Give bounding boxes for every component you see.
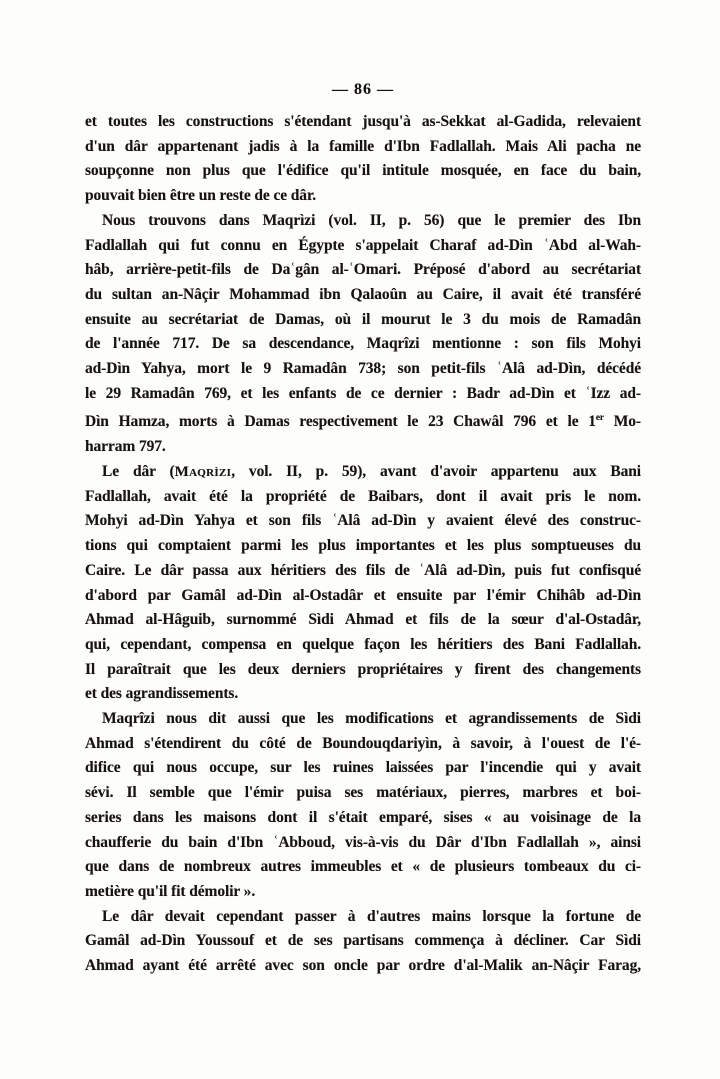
text-line: Maqrîzi nous dit aussi que les modifications et agrandissements de Sìdi [102, 710, 641, 728]
text-segment: Dìn Hamza, morts à Damas respectivement le 23 Chawâl 796 et le 1 [85, 413, 596, 431]
text-line: du sultan an-Nâçir Mohammad ibn Qalaoûn au Caire, il avait été transféré [85, 285, 641, 303]
text-line: pouvait bien être un reste de ce dâr. [85, 187, 317, 205]
text-line [85, 406, 641, 435]
small-caps-text: Maqrìzi [174, 464, 232, 480]
paragraph [85, 460, 641, 707]
page-number: — 86 — [332, 81, 394, 98]
text-line: Caire. Le dâr passa aux héritiers des fils de ʿAlâ ad-Dìn, puis fut confisqué [85, 561, 641, 579]
text-line: tions qui comptaient parmi les plus importantes et les plus somptueuses du [85, 537, 641, 555]
text-line: chaufferie du bain d'Ibn ʿAbboud, vis-à-vis du Dâr d'Ibn Fadlallah », ainsi [85, 833, 641, 851]
text-line: d'un dâr appartenant jadis à la famille d'Ibn Fadlallah. Mais Ali pacha ne [85, 137, 641, 155]
text-line: Ahmad s'étendirent du côté de Boundouqdariyìn, à savoir, à l'ouest de l'é- [85, 734, 641, 752]
text-line: que dans de nombreux autres immeubles et « de plusieurs tombeaux du ci- [85, 858, 641, 876]
text-segment: , vol. II, p. 59), avant d'avoir appartenu aux Bani [231, 463, 641, 480]
text-line: soupçonne non plus que l'édifice qu'il intitule mosquée, en face du bain, [85, 162, 641, 180]
page-text [85, 110, 641, 979]
text-line: harram 797. [85, 438, 166, 456]
text-line [85, 460, 641, 485]
text-line: Ahmad al-Hâguib, surnommé Sìdi Ahmad et fils de la sœur d'al-Ostadâr, [85, 611, 641, 629]
text-line: et toutes les constructions s'étendant jusqu'à as-Sekkat al-Gadida, relevaient [85, 113, 641, 130]
text-line: Nous trouvons dans Maqrìzi (vol. II, p. 56) que le premier des Ibn [102, 211, 641, 229]
text-line: Fadlallah qui fut connu en Égypte s'appelait Charaf ad-Dìn ʿAbd al-Wah- [85, 236, 641, 254]
text-line: d'abord par Gamâl ad-Dìn al-Ostadâr et ensuite par l'émir Chihâb ad-Dìn [85, 586, 641, 604]
text-line: ensuite au secrétariat de Damas, où il mourut le 3 du mois de Ramadân [85, 310, 641, 328]
superscript-text: er [595, 413, 604, 424]
paragraph [85, 905, 641, 979]
paragraph [85, 707, 641, 905]
text-line: qui, cependant, compensa en quelque façon les héritiers des Bani Fadlallah. [85, 635, 641, 653]
text-line: Ahmad ayant été arrêté avec son oncle par ordre d'al-Malik an-Nâçir Farag, [85, 957, 641, 975]
text-line: Il paraîtrait que les deux derniers propriétaires y firent des changements [85, 660, 641, 678]
text-line: ad-Dìn Yahya, mort le 9 Ramadân 738; son petit-fils ʿAlâ ad-Dìn, décédé [85, 360, 641, 378]
text-line: Fadlallah, avait été la propriété de Baibars, dont il avait pris le nom. [85, 487, 641, 505]
text-line: et des agrandissements. [85, 685, 239, 703]
text-line: metière qu'il fit démolir ». [85, 882, 256, 900]
text-line: hâb, arrière-petit-fils de Daʿgân al-ʿOmari. Préposé d'abord au secrétariat [85, 261, 641, 279]
text-line: Mohyi ad-Dìn Yahya et son fils ʿAlâ ad-Dìn y avaient élevé des construc- [85, 512, 641, 530]
text-line: series dans les maisons dont il s'était emparé, sises « au voisinage de la [85, 808, 641, 826]
paragraph [85, 209, 641, 460]
text-line: Gamâl ad-Dìn Youssouf et de ses partisans commença à décliner. Car Sìdi [85, 932, 641, 950]
paragraph [85, 110, 641, 209]
text-line: Le dâr devait cependant passer à d'autres mains lorsque la fortune de [102, 907, 641, 925]
text-line: difice qui nous occupe, sur les ruines laissées par l'incendie qui y avait [85, 759, 641, 777]
text-line: le 29 Ramadân 769, et les enfants de ce dernier : Badr ad-Dìn et ʿIzz ad- [85, 384, 641, 402]
text-segment: Le dâr ( [102, 463, 175, 480]
text-line: sévi. Il semble que l'émir puisa ses matériaux, pierres, marbres et boi- [85, 784, 641, 802]
text-line: de l'année 717. De sa descendance, Maqrîzi mentionne : son fils Mohyi [85, 335, 641, 353]
text-segment: Mo- [603, 413, 641, 431]
